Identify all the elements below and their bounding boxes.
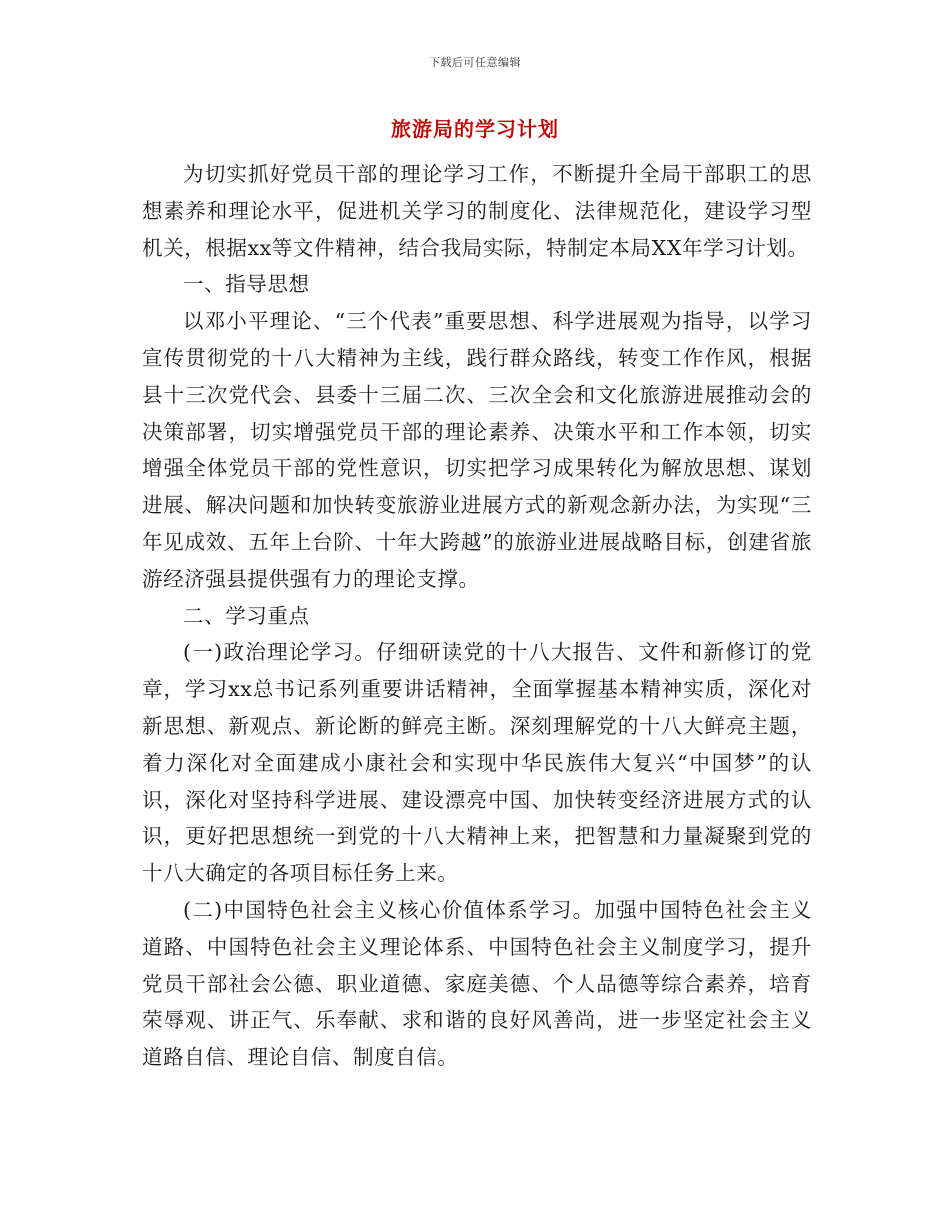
paragraph-intro: 为切实抓好党员干部的理论学习工作，不断提升全局干部职工的思想素养和理论水平，促进机关学习的制度化、法律规范化，建设学习型机关，根据xx等文件精神，结合我局实际，特制定本局XX年学习计划。 (142, 162, 812, 260)
header-note: 下载后可任意编辑 (429, 56, 521, 69)
paragraph-guiding-thought: 以邓小平理论、“三个代表”重要思想、科学进展观为指导，以学习宣传贯彻党的十八大精神为主线，践行群众路线，转变工作作风，根据县十三次党代会、县委十三届二次、三次全会和文化旅游进展推动会的决策部署，切实增强党员干部的理论素养、决策水平和工作本领，切实增强全体党员干部的党性意识，切实把学习成果转化为解放思想、谋划进展、解决问题和加快转变旅游业进展方式的新观念新办法，为实现“三年见成效、五年上台阶、十年大跨越”的旅游业进展战略目标，创建省旅游经济强县提供强有力的理论支撑。 (142, 309, 812, 591)
paragraph-core-values: (二)中国特色社会主义核心价值体系学习。加强中国特色社会主义道路、中国特色社会主义理论体系、中国特色社会主义制度学习，提升党员干部社会公德、职业道德、家庭美德、个人品德等综合素养，培育荣辱观、讲正气、乐奉献、求和谐的良好风善尚，进一步坚定社会主义道路自信、理论自信、制度自信。 (142, 897, 812, 1070)
document-title: 旅游局的学习计划 (391, 117, 559, 141)
paragraph-political-theory: (一)政治理论学习。仔细研读党的十八大报告、文件和新修订的党章，学习xx总书记系列重要讲话精神，全面掌握基本精神实质，深化对新思想、新观点、新论断的鲜亮主断。深刻理解党的十八大鲜亮主题，着力深化对全面建成小康社会和实现中华民族伟大复兴“中国梦”的认识，深化对坚持科学进展、建设漂亮中国、加快转变经济进展方式的认识，更好把思想统一到党的十八大精神上来，把智慧和力量凝聚到党的十八大确定的各项目标任务上来。 (142, 640, 812, 886)
section-heading-study-focus: 二、学习重点 (183, 603, 310, 628)
document-body (142, 156, 812, 1076)
section-heading-guiding-thought: 一、指导思想 (183, 272, 310, 297)
